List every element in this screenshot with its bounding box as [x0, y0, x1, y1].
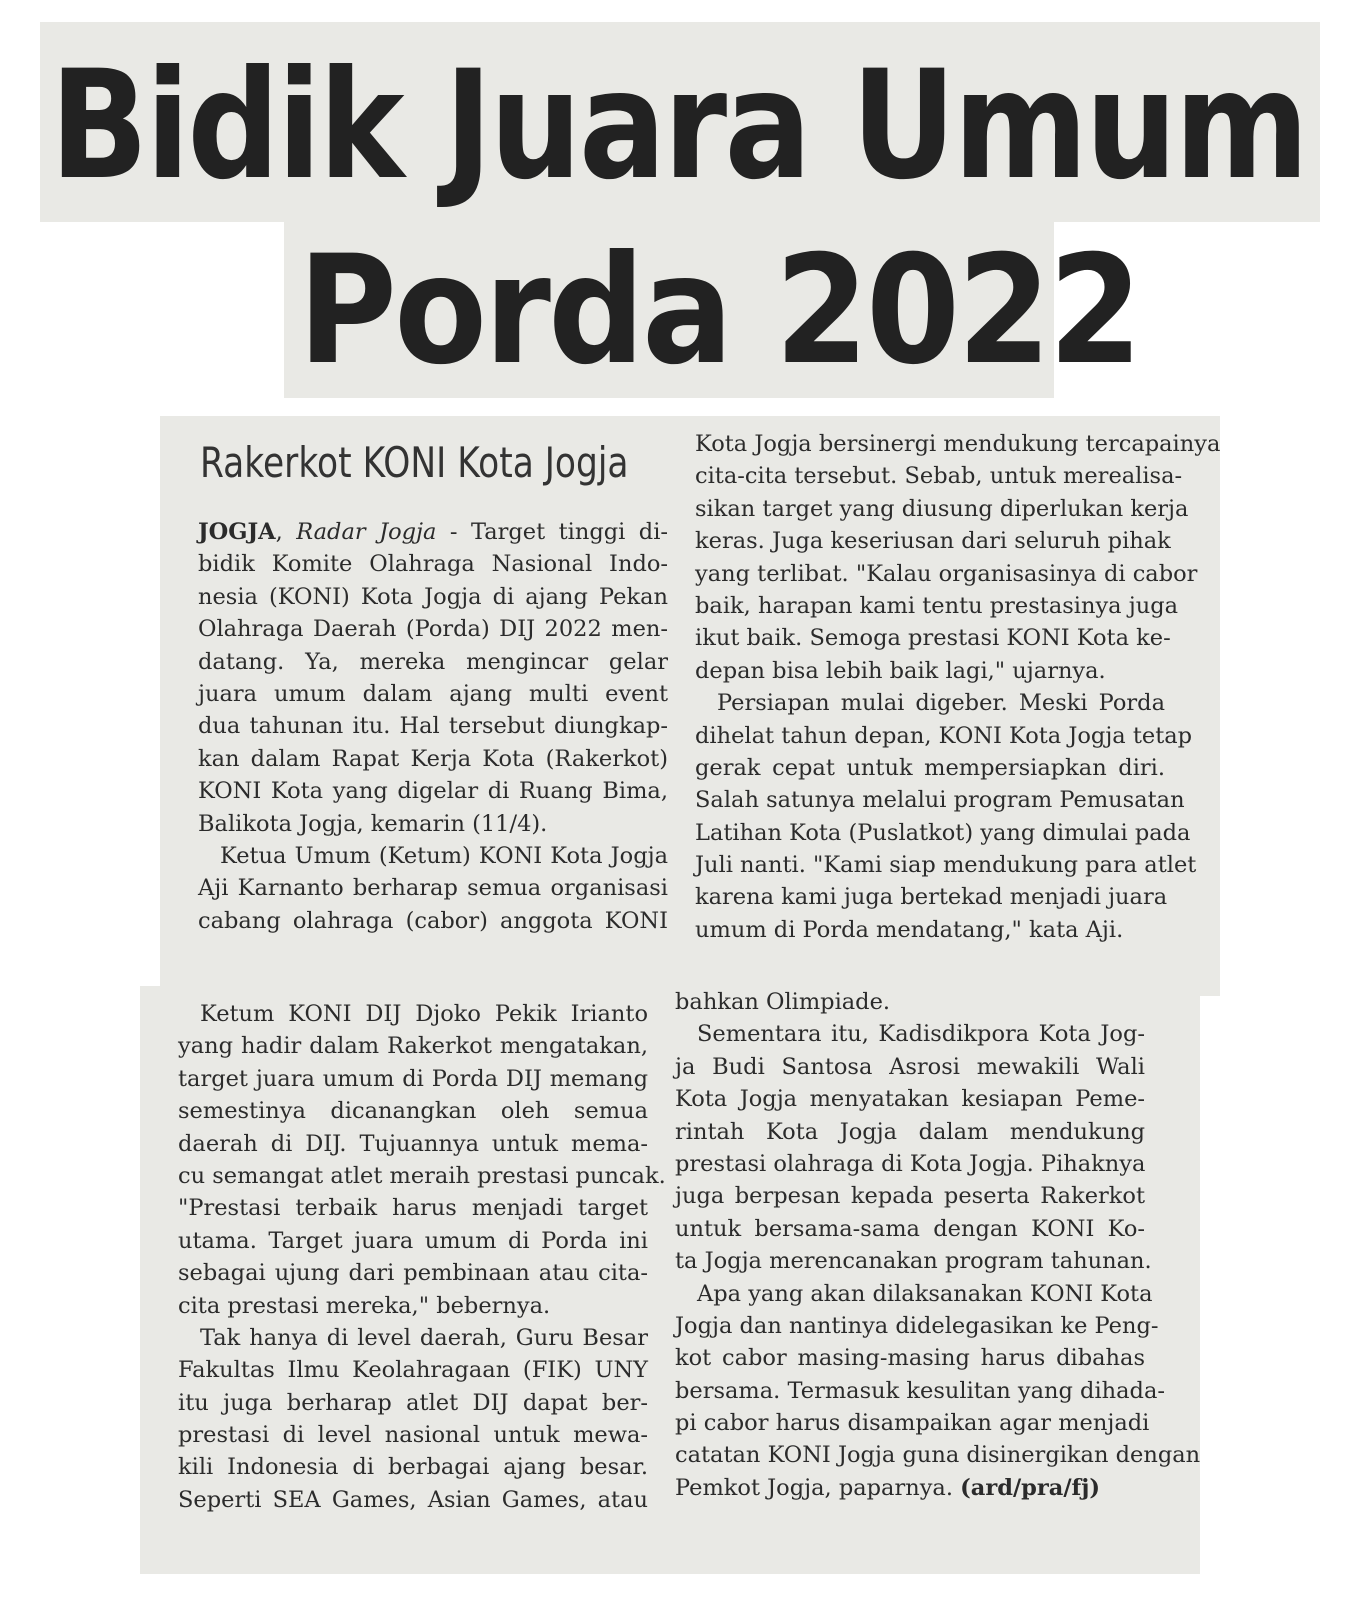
- article-clipping-bottom: [140, 986, 1200, 1574]
- paragraph-line: Olahraga Daerah (Porda) DIJ 2022 men-: [198, 616, 668, 643]
- paragraph-line: Ketua Umum (Ketum) KONI Kota Jogja: [220, 842, 668, 869]
- paragraph-line: untuk bersama-sama dengan KONI Ko-: [675, 1215, 1145, 1242]
- paragraph-line: bidik Komite Olahraga Nasional Indo-: [198, 551, 668, 578]
- paragraph-line: "Prestasi terbaik harus menjadi target: [178, 1195, 648, 1222]
- author-credit: (ard/pra/fj): [960, 1474, 1101, 1501]
- paragraph-line: Latihan Kota (Puslatkot) yang dimulai pada: [695, 819, 1191, 846]
- headline-line-2: Porda 2022: [298, 224, 1140, 398]
- paragraph-line: ikut baik. Semoga prestasi KONI Kota ke-: [695, 625, 1171, 652]
- dateline-source: Radar Jogja: [296, 519, 437, 545]
- paragraph-line: catatan KONI Jogja guna disinergikan dengan: [675, 1442, 1201, 1469]
- paragraph-line: juara umum dalam ajang multi event: [198, 680, 668, 707]
- paragraph-line: dihelat tahun depan, KONI Kota Jogja tetap: [695, 722, 1193, 749]
- paragraph-line: utama. Target juara umum di Porda ini: [178, 1227, 648, 1254]
- paragraph-line: prestasi di level nasional untuk mewa-: [178, 1422, 648, 1449]
- article-column-3: [178, 998, 666, 1516]
- paragraph-text: Target tinggi di-: [470, 519, 668, 545]
- paragraph-line: KONI Kota yang digelar di Ruang Bima,: [198, 778, 668, 805]
- paragraph-line: Seperti SEA Games, Asian Games, atau: [178, 1486, 648, 1513]
- paragraph-line: juga berpesan kepada peserta Rakerkot: [675, 1183, 1145, 1210]
- paragraph-line: umum di Porda mendatang," kata Aji.: [695, 916, 1124, 943]
- paragraph-line: gerak cepat untuk mempersiapkan diri.: [695, 754, 1165, 781]
- paragraph-line: cu semangat atlet meraih prestasi puncak.: [178, 1162, 666, 1189]
- paragraph-line: Kota Jogja bersinergi mendukung tercapainya: [695, 431, 1221, 457]
- paragraph-line: yang terlibat. "Kalau organisasinya di cabor: [695, 560, 1198, 587]
- paragraph-line: ja Budi Santosa Asrosi mewakili Wali: [675, 1053, 1145, 1080]
- paragraph-line: bahkan Olimpiade.: [675, 989, 891, 1015]
- paragraph-line: Jogja dan nantinya didelegasikan ke Peng-: [675, 1312, 1159, 1339]
- paragraph-line: cita-cita tersebut. Sebab, untuk merealisa-: [695, 463, 1183, 490]
- article-column-4: [675, 986, 1201, 1504]
- article-column-2: [695, 428, 1221, 946]
- paragraph-line: keras. Juga keseriusan dari seluruh pihak: [695, 528, 1171, 555]
- paragraph-line: itu juga berharap atlet DIJ dapat ber-: [178, 1389, 648, 1416]
- paragraph-line: Aji Karnanto berharap semua organisasi: [198, 875, 668, 902]
- subheadline: Rakerkot KONI Kota Jogja: [200, 438, 629, 487]
- paragraph-line: Fakultas Ilmu Keolahragaan (FIK) UNY: [178, 1357, 648, 1384]
- paragraph-line: Apa yang akan dilaksanakan KONI Kota: [697, 1280, 1153, 1307]
- paragraph-line: depan bisa lebih baik lagi," ujarnya.: [695, 657, 1106, 684]
- paragraph-line: target juara umum di Porda DIJ memang: [178, 1065, 648, 1092]
- paragraph-line: rintah Kota Jogja dalam mendukung: [675, 1118, 1145, 1145]
- paragraph-line: kot cabor masing-masing harus dibahas: [675, 1345, 1145, 1372]
- paragraph-line: cita prestasi mereka," bebernya.: [178, 1292, 551, 1319]
- paragraph-line: Persiapan mulai digeber. Meski Porda: [717, 690, 1165, 717]
- article-column-1: [198, 516, 668, 937]
- paragraph-line: Sementara itu, Kadisdikpora Kota Jog-: [697, 1021, 1145, 1048]
- paragraph-line: prestasi olahraga di Kota Jogja. Pihaknya: [675, 1150, 1146, 1177]
- paragraph-line: cabang olahraga (cabor) anggota KONI: [198, 907, 668, 934]
- paragraph-line: Ketum KONI DIJ Djoko Pekik Irianto: [200, 1001, 648, 1027]
- paragraph-line: semestinya dicanangkan oleh semua: [178, 1098, 648, 1125]
- paragraph-line: pi cabor harus disampaikan agar menjadi: [675, 1410, 1150, 1437]
- headline-clipping-2: [284, 222, 1140, 398]
- paragraph-line: datang. Ya, mereka mengincar gelar: [198, 648, 668, 675]
- paragraph-line: Juli nanti. "Kami siap mendukung para atlet: [695, 852, 1197, 879]
- paragraph-line: kan dalam Rapat Kerja Kota (Rakerkot): [198, 745, 668, 772]
- paragraph-line: bersama. Termasuk kesulitan yang dihada-: [675, 1377, 1165, 1404]
- paragraph-text: Pemkot Jogja, paparnya.: [675, 1474, 953, 1501]
- paragraph-line: yang hadir dalam Rakerkot mengatakan,: [178, 1033, 648, 1060]
- article-clipping-top: [160, 416, 1220, 996]
- paragraph-line: dua tahunan itu. Hal tersebut diungkap-: [198, 713, 668, 740]
- paragraph-line: karena kami juga bertekad menjadi juara: [695, 884, 1168, 911]
- paragraph-line: Tak hanya di level daerah, Guru Besar: [200, 1324, 648, 1351]
- headline-clipping-1: [40, 22, 1320, 222]
- paragraph-line: sebagai ujung dari pembinaan atau cita-: [178, 1260, 648, 1287]
- paragraph-line: Kota Jogja menyatakan kesiapan Peme-: [675, 1086, 1145, 1113]
- paragraph-line: [675, 1472, 1145, 1504]
- paragraph-line: Salah satunya melalui program Pemusatan: [695, 787, 1185, 814]
- paragraph-line: baik, harapan kami tentu prestasinya juga: [695, 592, 1179, 619]
- paragraph-line: sikan target yang diusung diperlukan kerja: [695, 495, 1189, 522]
- paragraph-line: kili Indonesia di berbagai ajang besar.: [178, 1454, 648, 1481]
- paragraph-line: daerah di DIJ. Tujuannya untuk mema-: [178, 1130, 648, 1157]
- dateline-place: JOGJA: [198, 519, 276, 545]
- paragraph-line: Balikota Jogja, kemarin (11/4).: [198, 810, 548, 837]
- paragraph-line: nesia (KONI) Kota Jogja di ajang Pekan: [198, 583, 668, 610]
- dateline-line: JOGJA, Radar Jogja - Target tinggi di-: [198, 519, 668, 545]
- headline-line-1: Bidik Juara Umum: [50, 39, 1307, 213]
- paragraph-line: ta Jogja merencanakan program tahunan.: [675, 1248, 1152, 1275]
